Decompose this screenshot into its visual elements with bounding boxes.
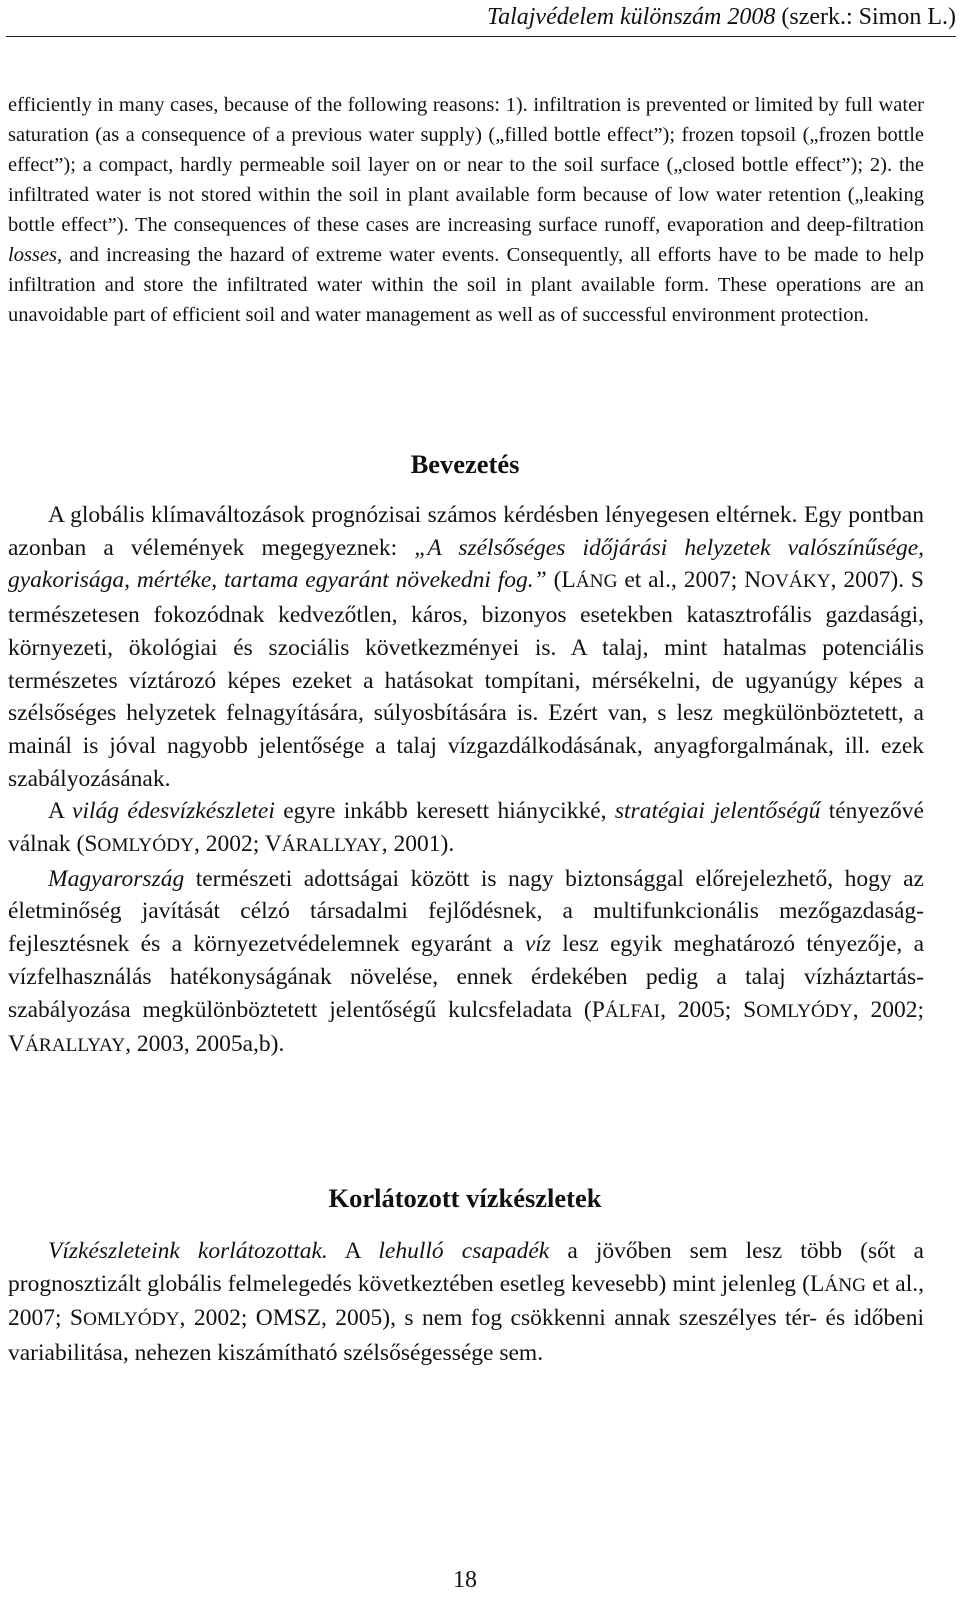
p2-text-3: tényezővé válnak (S xyxy=(8,798,924,858)
p1-quote: „A szélsőséges időjárási helyzetek valószínűsége, gyakorisága, mértéke, tartama egyaránt növekedni fog.” xyxy=(8,534,924,594)
p4-text-3: et al., 2007; S xyxy=(8,1270,924,1332)
paragraph-3 xyxy=(8,863,924,1063)
korlatozott-body xyxy=(8,1235,924,1370)
p3-text-2: lesz egyik meghatározó tényezője, a vízfelhasználás hatékonyságának növelése, ennek érdekében pedig a talaj vízháztartás-szabályozása megkülönböztetett jelentőségű kulcsfeladata (P xyxy=(8,931,924,1023)
p1-smallcaps-2: OVÁKY xyxy=(761,571,831,593)
p3-smallcaps-3: ÁRALLYAY xyxy=(24,1035,126,1057)
page-number: 18 xyxy=(453,1567,477,1593)
paragraph-4 xyxy=(8,1235,924,1370)
bevezetes-body xyxy=(8,499,924,1063)
running-header xyxy=(0,2,956,32)
abstract-text-2: and increasing the hazard of extreme water events. Consequently, all efforts have to be made to help infiltration and store the infiltrated water within the soil in plant available form. These operations are an unavoidable part of efficient soil and water management as well as of successful environment protection. xyxy=(8,244,924,326)
p4-italic-1: Vízkészleteink korlátozottak. xyxy=(48,1238,328,1264)
p3-text-4: , 2002; V xyxy=(8,996,924,1058)
p1-text-3: et al., 2007; N xyxy=(617,567,762,594)
p3-text-3: , 2005; S xyxy=(660,996,757,1023)
paragraph-2 xyxy=(8,795,924,862)
abstract-text-1: efficiently in many cases, because of the following reasons: 1). infiltration is prevented or limited by full water saturation (as a consequence of a previous water supply) („filled bottle effect”); frozen topsoil („frozen bottle effect”); a compact, hardly permeable soil layer on or near to the soil surface („closed bottle effect”); 2). the infiltrated water is not stored within the soil in plant available form because of low water retention („leaking bottle effect”). The consequences of these cases are increasing surface runoff, evaporation and deep-filtration xyxy=(8,94,924,236)
paragraph-1 xyxy=(8,499,924,795)
p4-italic-2: lehulló csapadék xyxy=(378,1238,550,1264)
p1-text-2: (L xyxy=(546,567,576,594)
p4-text-4: , 2002; OMSZ, 2005), s nem fog csökkenni annak szeszélyes tér- és időbeni variabilitása, nehezen kiszámítható szélsőségessége sem. xyxy=(8,1305,924,1367)
section-heading-korlatozott: Korlátozott vízkészletek xyxy=(328,1183,602,1213)
p2-text-5: , 2001). xyxy=(381,831,455,858)
p3-italic-1: Magyarország xyxy=(48,865,185,892)
section-heading-bevezetes: Bevezetés xyxy=(410,449,520,479)
p1-text-4: , 2007). S természetesen fokozódnak kedvezőtlen, káros, bizonyos esetekben katasztrofális gazdasági, környezeti, ökológiai és szociális következményei is. A talaj, mint hatalmas potenciális természetes víztározó képes ezeket a hatásokat tompítani, mérsékelni, de ugyanúgy képes a szélsőséges helyzetek felnagyítására, súlyosbítására is. Ezért van, s lesz megkülönböztetett, a mainál is jóval nagyobb jelentősége a talaj vízgazdálkodásának, anyagforgalmának, ill. ezek szabályozásának. xyxy=(8,567,924,792)
p3-smallcaps-1: ÁLFAI xyxy=(604,1000,661,1022)
p2-smallcaps-1: OMLYÓDY xyxy=(97,835,194,857)
p4-text-2: a jövőben sem lesz több (sőt a prognosztizált globális felmelegedés következtében esetleg kevesebb) mint jelenleg (L xyxy=(8,1238,924,1297)
p2-italic-2: stratégiai jelentőségű xyxy=(614,798,821,825)
p3-text-1: természeti adottságai között is nagy biztonsággal előrejelezhető, hogy az életminőség javítását célzó társadalmi fejlődésnek, a multifunkcionális mezőgazdaság-fejlesztésnek és a környezetvédelemnek egyaránt a xyxy=(8,865,924,958)
p3-smallcaps-2: OMLYÓDY xyxy=(756,1000,853,1022)
p4-text-1: A xyxy=(327,1238,379,1264)
p1-text-1: A globális klímaváltozások prognózisai számos kérdésben lényegesen eltérnek. Egy pontban azonban a vélemények megegyeznek: xyxy=(8,502,924,561)
p4-smallcaps-2: OMLYÓDY xyxy=(83,1309,180,1331)
p3-text-5: , 2003, 2005a,b). xyxy=(125,1031,285,1058)
p2-text-4: , 2002; V xyxy=(193,831,282,858)
editor-note: (szerk.: Simon L.) xyxy=(781,4,956,30)
p2-text-1: A xyxy=(48,798,73,825)
p1-smallcaps-1: ÁNG xyxy=(575,571,618,593)
p4-smallcaps-1: ÁNG xyxy=(824,1274,867,1296)
p3-italic-2: víz xyxy=(524,931,551,958)
p2-italic-1: világ édesvízkészletei xyxy=(72,798,275,825)
abstract-italic: losses, xyxy=(8,244,63,266)
journal-title: Talajvédelem különszám 2008 xyxy=(486,4,776,30)
p2-smallcaps-2: ÁRALLYAY xyxy=(281,835,382,857)
p2-text-2: egyre inkább keresett hiánycikké, xyxy=(274,798,615,825)
header-rule xyxy=(6,36,956,37)
abstract-paragraph xyxy=(8,90,924,330)
